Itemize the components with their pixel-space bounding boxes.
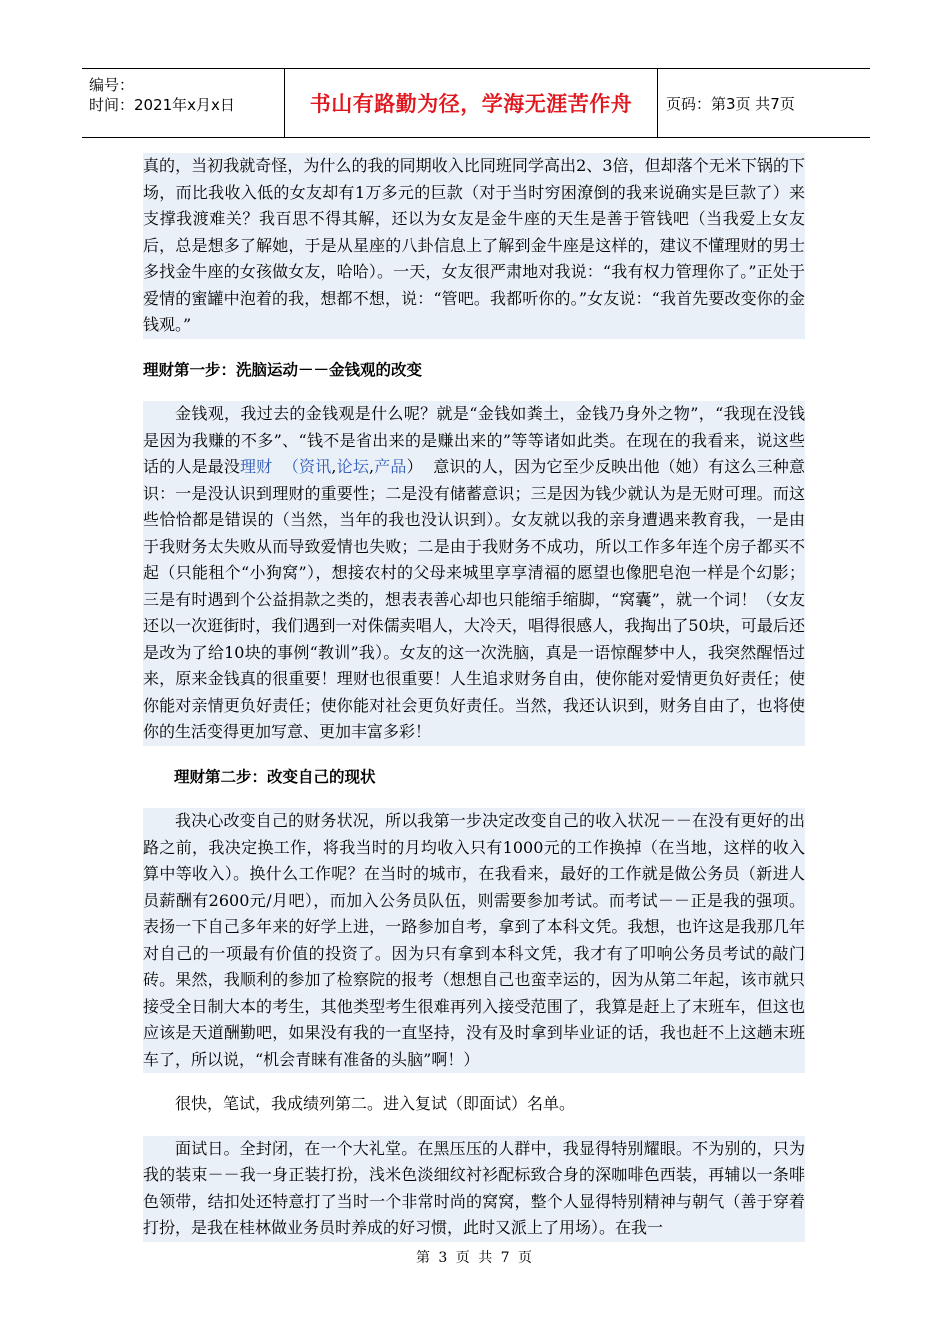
paragraph <box>143 1136 805 1242</box>
number-label: 编号： <box>89 76 135 94</box>
link-chanpin[interactable]: 产品 <box>374 457 407 476</box>
separator: , <box>331 457 337 476</box>
paragraph-text: 真的，当初我就奇怪，为什么的我的同期收入比同班同学高出2、3倍，但却落个无米下锅的下场，而比我收入低的女友却有1万多元的巨款（对于当时穷困潦倒的我来说确实是巨款了）来支撑我渡难关？我百思不得其解，还以为女友是金牛座的天生是善于管钱吧（当我爱上女友后，总是想多了解她，于是从星座的八卦信息上了解到金牛座是这样的，建议不懂理财的男士多找金牛座的女孩做女友，哈哈）。一天，女友很严肃地对我说：“我有权力管理你了。”正处于爱情的蜜罐中泡着的我，想都不想，说：“管吧。我都听你的。”女友说：“我首先要改变你的金钱观。” <box>143 156 805 334</box>
section-heading: 理财第一步：洗脑运动－－金钱观的改变 <box>143 359 423 379</box>
link-luntan[interactable]: 论坛 <box>336 457 369 476</box>
document-body <box>143 153 805 1242</box>
paragraph-text: 意识的人，因为它至少反映出他（她）有这么三种意识：一是没认识到理财的重要性；二是没有储蓄意识；三是因为钱少就认为是无财可理。而这些恰恰都是错误的（当然，当年的我也没认识到）。女友就以我的亲身遭遇来教育我，一是由于我财务太失败从而导致爱情也失败；二是由于我财务不成功，所以工作多年连个房子都买不起（只能租个“小狗窝”），想接农村的父母来城里享享清福的愿望也像肥皂泡一样是个幻影；三是有时遇到个公益捐款之类的，想表表善心却也只能缩手缩脚，“窝囊”，就一个词！（女友还以一次逛街时，我们遇到一对侏儒卖唱人，大冷天，唱得很感人，我掏出了50块，可最后还是改为了给10块的事例“教训”我）。女友的这一次洗脑，真是一语惊醒梦中人，我突然醒悟过来，原来金钱真的很重要！理财也很重要！人生追求财务自由，使你能对爱情更负好责任；使你能对亲情更负好责任；使你能对社会更负好责任。当然，我还认识到，财务自由了，也将使你的生活变得更加写意、更加丰富多彩！ <box>143 457 805 741</box>
page-header <box>82 68 870 138</box>
paragraph <box>143 401 805 746</box>
link-licai[interactable]: 理财 <box>240 457 273 476</box>
paragraph-text: 金钱观，我过去的金钱观是什么呢？就是“金钱如粪土，金钱乃身外之物”，“我现在没钱是因为我赚的不多”、“钱不是省出来的是赚出来的”等等诸如此类。在现在的我看来，说这些话的人是最没 <box>143 404 805 476</box>
paragraph <box>143 153 805 339</box>
header-meta <box>82 69 284 137</box>
paragraph-text: 我决心改变自己的财务状况，所以我第一步决定改变自己的收入状况－－在没有更好的出路之前，我决定换工作，将我当时的月均收入只有1000元的工作换掉（在当地，这样的收入算中等收入）。换什么工作呢？在当时的城市，在我看来，最好的工作就是做公务员（新进人员薪酬有2600元/月吧），而加入公务员队伍，则需要参加考试。而考试－－正是我的强项。表扬一下自己多年来的好学上进，一路参加自考，拿到了本科文凭。我想，也许这是我那几年对自己的一项最有价值的投资了。因为只有拿到本科文凭，我才有了叩响公务员考试的敲门砖。果然，我顺利的参加了检察院的报考（想想自己也蛮幸运的，因为从第二年起，该市就只接受全日制大本的考生，其他类型考生很难再列入接受范围了，我算是赶上了末班车，但这也应该是天道酬勤吧，如果没有我的一直坚持，没有及时拿到毕业证的话，我也赶不上这趟末班车了，所以说，“机会青睐有准备的头脑”啊！） <box>143 811 805 1069</box>
header-page-info: 页码：第3页 共7页 <box>666 94 795 113</box>
paren-open: （ <box>282 457 300 476</box>
page-footer: 第 3 页 共 7 页 <box>415 1250 535 1266</box>
paragraph <box>143 1091 805 1118</box>
header-motto: 书山有路勤为径，学海无涯苦作舟 <box>284 69 658 137</box>
separator: , <box>369 457 375 476</box>
time-label: 时间：2021年x月x日 <box>89 96 235 114</box>
paragraph <box>143 808 805 1073</box>
link-zixun[interactable]: 资讯 <box>299 457 332 476</box>
section-heading: 理财第二步：改变自己的现状 <box>174 766 376 786</box>
paragraph-text: 很快，笔试，我成绩列第二。进入复试（即面试）名单。 <box>175 1094 576 1113</box>
paragraph-text: 面试日。全封闭，在一个大礼堂。在黑压压的人群中，我显得特别耀眼。不为别的，只为我的装束－－我一身正装打扮，浅米色淡细纹衬衫配标致合身的深咖啡色西装，再辅以一条啡色领带，结扣处还特意打了当时一个非常时尚的窝窝，整个人显得特别精神与朝气（善于穿着打扮，是我在桂林做业务员时养成的好习惯，此时又派上了用场）。在我一 <box>143 1138 805 1237</box>
paren-close: ） <box>406 457 423 476</box>
